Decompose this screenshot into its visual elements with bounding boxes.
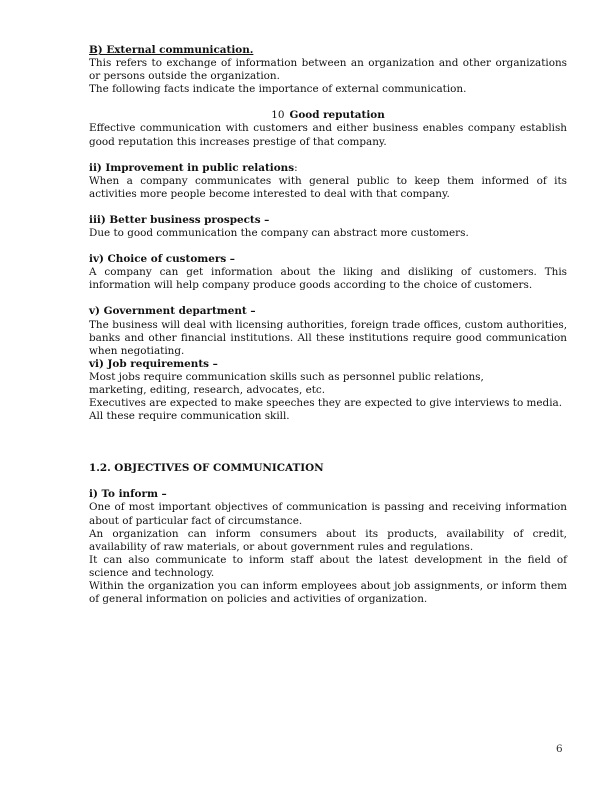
business-prospects-text: Due to good communication the company can abstract more customers.: [89, 227, 469, 240]
spacer: [89, 240, 567, 253]
good-reputation-heading: [89, 109, 567, 122]
external-communication-definition: This refers to exchange of information between an organization and other organizations or persons outside the organization.: [89, 57, 567, 83]
spacer: [89, 149, 567, 162]
choice-of-customers-text: A company can get information about the liking and disliking of customers. This information will help company produce goods according to the choice of customers.: [89, 266, 567, 292]
good-reputation-text: Effective communication with customers and either business enables company establish good reputation this increases prestige of that company.: [89, 122, 567, 148]
job-requirements-heading: vi) Job requirements –: [89, 357, 218, 370]
spacer: [89, 423, 567, 462]
objectives-section-heading: 1.2. OBJECTIVES OF COMMUNICATION: [89, 462, 324, 475]
public-relations-heading-line: [89, 162, 567, 175]
to-inform-heading: i) To inform –: [89, 488, 167, 501]
spacer: [89, 292, 567, 305]
list-number: 10: [271, 109, 285, 122]
public-relations-text: When a company communicates with general public to keep them informed of its activities more people become interested to deal with that company.: [89, 174, 567, 200]
choice-of-customers-heading: iv) Choice of customers –: [89, 253, 235, 266]
to-inform-paragraph-4: Within the organization you can inform employees about job assignments, or inform them of general information on policies and activities of organization.: [89, 580, 567, 606]
external-communication-intro: The following facts indicate the importance of external communication.: [89, 83, 467, 96]
public-relations-colon: :: [294, 161, 298, 174]
job-requirements-line-3: Executives are expected to make speeches they are expected to give interviews to media. All these require communication skill.: [89, 397, 563, 423]
spacer: [89, 475, 567, 488]
job-requirements-line-2: marketing, editing, research, advocates, etc.: [89, 383, 326, 396]
business-prospects-heading: iii) Better business prospects –: [89, 213, 270, 226]
government-department-heading: v) Government department –: [89, 305, 256, 318]
to-inform-paragraph-3: It can also communicate to inform staff about the latest development in the field of science and technology.: [89, 553, 567, 579]
public-relations-heading: ii) Improvement in public relations: [89, 161, 295, 174]
to-inform-paragraph-2: An organization can inform consumers about its products, availability of credit, availability of raw materials, or about government rules and regulations.: [89, 527, 567, 553]
page-number: 6: [556, 743, 563, 755]
spacer: [89, 96, 567, 109]
to-inform-paragraph-1: One of most important objectives of communication is passing and receiving information about of particular fact of circumstance.: [89, 501, 567, 527]
government-department-text: The business will deal with licensing authorities, foreign trade offices, custom authorities, banks and other financial institutions. All these institutions require good communication when negotiating.: [89, 318, 567, 357]
job-requirements-line-1: Most jobs require communication skills such as personnel public relations,: [89, 370, 484, 383]
section-heading-external-communication: B) External communication.: [89, 44, 254, 56]
good-reputation-title: Good reputation: [289, 109, 385, 122]
spacer: [89, 201, 567, 214]
document-page: [89, 44, 567, 606]
